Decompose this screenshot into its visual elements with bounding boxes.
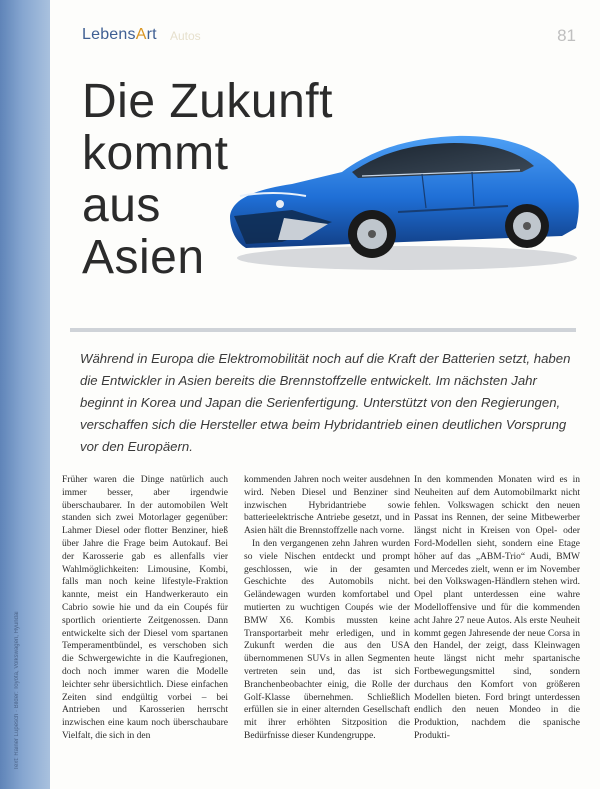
title-line: kommt (82, 127, 229, 180)
page-header (82, 26, 576, 52)
side-color-strip (0, 0, 50, 789)
magazine-section-logo: LebensArt (82, 26, 157, 43)
body-paragraph: Früher waren die Dinge natürlich auch immer besser, aber irgendwie überschaubarer. In der automobilen Welt standen sich zwei Motorlager gegenüber: Lahmer Diesel oder flotter Benziner, hieß über Jahre die Frage beim Autokauf. Bei der Karosserie gab es allenfalls vier Wahlmöglichkeiten: Limousine, Kombi, falls man noch keine lifestyle-Fraktion kannte, meist ein Handwerkerauto ein Cabrio sowie hie und da ein Coupés für sportlich orientierte Zeitgenossen. Dann entwickelte sich der Diesel vom spartanen Temperamentbündel, es verschoben sich die Schwergewichte in die Kaufregionen, doch noch immer waren die Modelle leichter sehr übersichtlich. Diese einfachen Zeiten sind endgültig vorbei – bei Antrieben und Karosserien herrscht inzwischen eine kaum noch überschaubare Vielfalt, die sich in den (62, 475, 228, 741)
body-paragraph: In den kommenden Monaten wird es in Neuheiten auf dem Automobilmarkt nicht fehlen. Volkswagen schickt den neuen Passat ins Rennen, der seine Mitbewerber längst nicht in Kreisen von Opel- oder Ford-Modellen sieht, sondern eine Etage höher auf das „ABM-Trio“ Audi, BMW und Mercedes zielt, wenn er im November bei den Volkswagen-Händlern stehen wird. Opel plant unterdessen eine wahre Modelloffensive und für die kommenden acht Jahre 27 neue Autos. Als erste Neuheit kommt gegen Jahresende der neue Corsa in den Handel, der zeigt, dass Kleinwagen heute längst nicht mehr spartanische Fortbewegungsmittel sind, sondern durchaus den Komfort von größeren Modellen bieten. Ford bringt unterdessen endlich den neuen Mondeo in die Produktion, nachdem die spanische Produkti- (414, 475, 580, 741)
title-line: aus (82, 179, 161, 232)
body-column (62, 474, 228, 743)
article-lead: Während in Europa die Elektromobilität noch auf die Kraft der Batterien setzt, haben die Entwickler in Asien bereits die Brennstoffzelle entwickelt. Im nächsten Jahr beginnt in Korea und Japan die Serienfertigung. Unterstützt von den Regierungen, verschaffen sich die Hersteller etwa beim Hybridantrieb einen deutlichen Vorsprung vor den Europäern. (80, 351, 571, 454)
car-photo (222, 112, 582, 277)
body-paragraph: kommenden Jahren noch weiter ausdehnen wird. Neben Diesel und Benziner sind inzwischen Hybridantriebe sowie batterieelektrische Antriebe gesetzt, und in Asien hält die Brennstoffzelle nach vorne. (244, 475, 410, 537)
car-illustration (222, 112, 582, 277)
title-line: Die Zukunft (82, 75, 333, 128)
divider-rule (70, 328, 576, 332)
article-body (62, 474, 580, 774)
photo-credit: Text: Rainer Lupesch · Bilder: Toyota, Volkswagen, Hyundai (14, 611, 20, 770)
page-number: 81 (557, 26, 576, 45)
body-column (244, 474, 410, 743)
section-label: Autos (170, 29, 201, 43)
body-paragraph: In den vergangenen zehn Jahren wurden so viele Nischen entdeckt und prompt geschlossen, wie in der gesamten Geschichte des Automobils nicht. Geländewagen wurden komfortabel und mutierten zu wuchtigen Coupés wie der BMW X6. Kombis mussten keine Transportarbeit mehr erledigen, und in Zukunft werden die aus den USA übernommenen SUVs in allen Segmenten vertreten sein und, das ist sich Branchenbeobachter einig, die Rolle der Golf-Klasse übernehmen. Schließlich erfüllen sie in einer alternden Gesellschaft mit ihrer erhöhten Sitzposition die Bedürfnisse dieser Kundengruppe. (244, 538, 410, 741)
body-column (414, 474, 580, 743)
title-line: Asien (82, 231, 205, 284)
